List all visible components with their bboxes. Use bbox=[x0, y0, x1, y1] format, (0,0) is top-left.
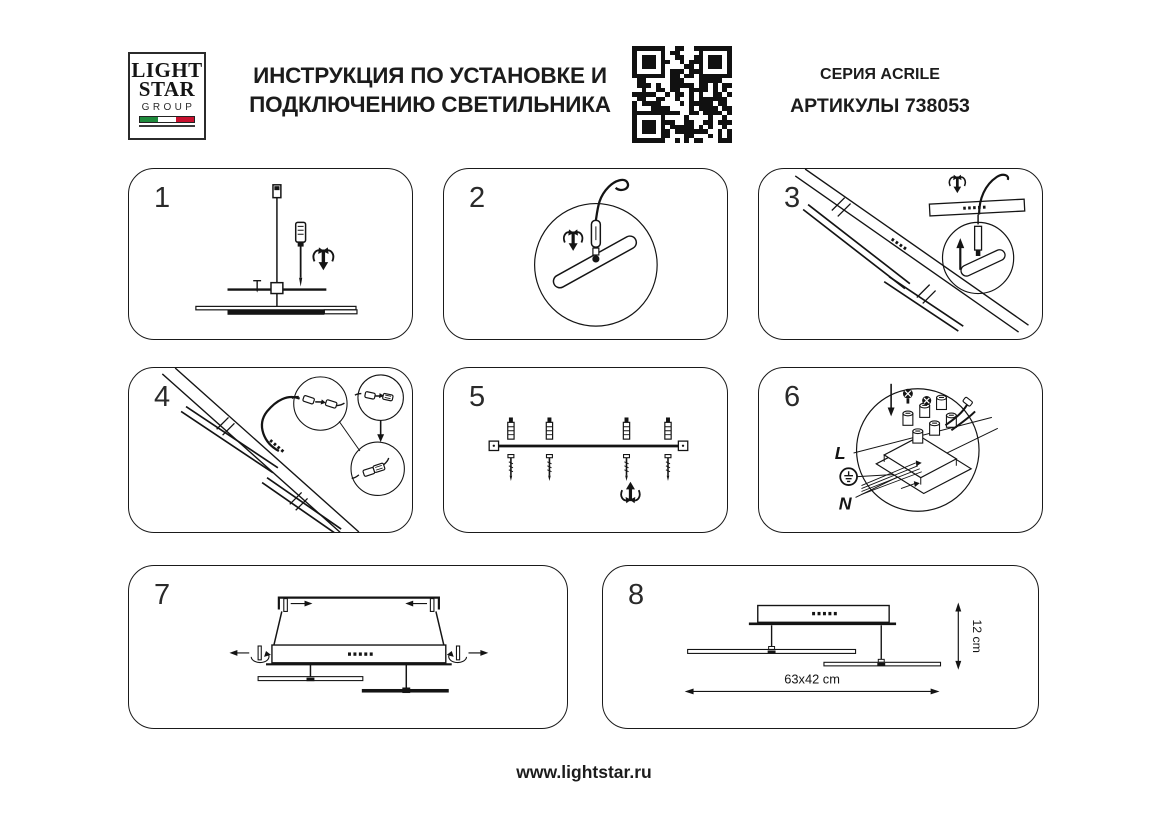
step-panel-3 bbox=[758, 168, 1043, 340]
logo-text-star: STAR bbox=[138, 77, 196, 101]
screw-icon bbox=[624, 455, 630, 481]
rotate-fastening-icon bbox=[621, 482, 640, 503]
flag-green bbox=[140, 117, 158, 122]
step2-illustration-driver-to-blade bbox=[444, 169, 727, 339]
step4-illustration-wire-connectors bbox=[129, 368, 412, 532]
flag-underline bbox=[139, 125, 195, 127]
wall-plug-icon bbox=[546, 417, 552, 439]
wall-plug-icon bbox=[623, 417, 629, 439]
height-dimension-label: 12 cm bbox=[970, 619, 985, 653]
step3-illustration-insert-driver bbox=[759, 169, 1042, 339]
step-number-3: 3 bbox=[784, 182, 801, 214]
step-number-5: 5 bbox=[469, 381, 486, 413]
step8-illustration-final-dimensions bbox=[603, 566, 1038, 728]
title-line-1: ИНСТРУКЦИЯ ПО УСТАНОВКЕ И bbox=[253, 63, 607, 88]
step-panel-1 bbox=[128, 168, 413, 340]
flag-white bbox=[158, 117, 176, 122]
italian-flag-stripe bbox=[139, 116, 195, 123]
article-label: АРТИКУЛЫ 738053 bbox=[790, 95, 970, 117]
step1-illustration-rod-and-screwdriver bbox=[129, 169, 412, 339]
step-panel-7 bbox=[128, 565, 568, 729]
series-block bbox=[762, 66, 998, 118]
screw-icon bbox=[665, 455, 671, 481]
step-panel-6 bbox=[758, 367, 1043, 533]
title-line-2: ПОДКЛЮЧЕНИЮ СВЕТИЛЬНИКА bbox=[249, 92, 611, 117]
step-number-2: 2 bbox=[469, 182, 486, 214]
rotate-screw-icon bbox=[313, 247, 333, 270]
step7-illustration-attach-canopy bbox=[129, 566, 567, 728]
step-panel-4 bbox=[128, 367, 413, 533]
screw-icon bbox=[508, 455, 514, 481]
step-number-7: 7 bbox=[154, 579, 171, 611]
rotate-driver-icon bbox=[564, 229, 583, 250]
label-live-wire: L bbox=[834, 442, 846, 463]
step-number-1: 1 bbox=[154, 182, 171, 214]
label-neutral-wire: N bbox=[838, 493, 852, 514]
website-url: www.lightstar.ru bbox=[516, 762, 652, 782]
step-panel-8 bbox=[602, 565, 1039, 729]
width-dimension-label: 63x42 cm bbox=[784, 671, 840, 687]
lightstar-logo bbox=[128, 52, 206, 140]
flag-red bbox=[176, 117, 194, 122]
step5-illustration-mounting-bar-hardware bbox=[444, 368, 727, 532]
wall-plug-icon bbox=[508, 417, 514, 439]
screw-icon bbox=[546, 455, 552, 481]
step-panel-5 bbox=[443, 367, 728, 533]
page-title bbox=[220, 61, 640, 119]
wall-plug-icon bbox=[665, 417, 671, 439]
rotate-connector-icon bbox=[949, 175, 965, 193]
step-panel-2 bbox=[443, 168, 728, 340]
series-label: СЕРИЯ ACRILE bbox=[820, 66, 940, 83]
step-number-6: 6 bbox=[784, 381, 801, 413]
step-number-8: 8 bbox=[628, 579, 645, 611]
step6-illustration-terminal-block-wiring bbox=[759, 368, 1042, 532]
logo-text-group: GROUP bbox=[141, 102, 196, 113]
step-number-4: 4 bbox=[154, 381, 171, 413]
logo-text-light: LIGHT bbox=[131, 58, 203, 82]
qr-code bbox=[632, 46, 732, 143]
